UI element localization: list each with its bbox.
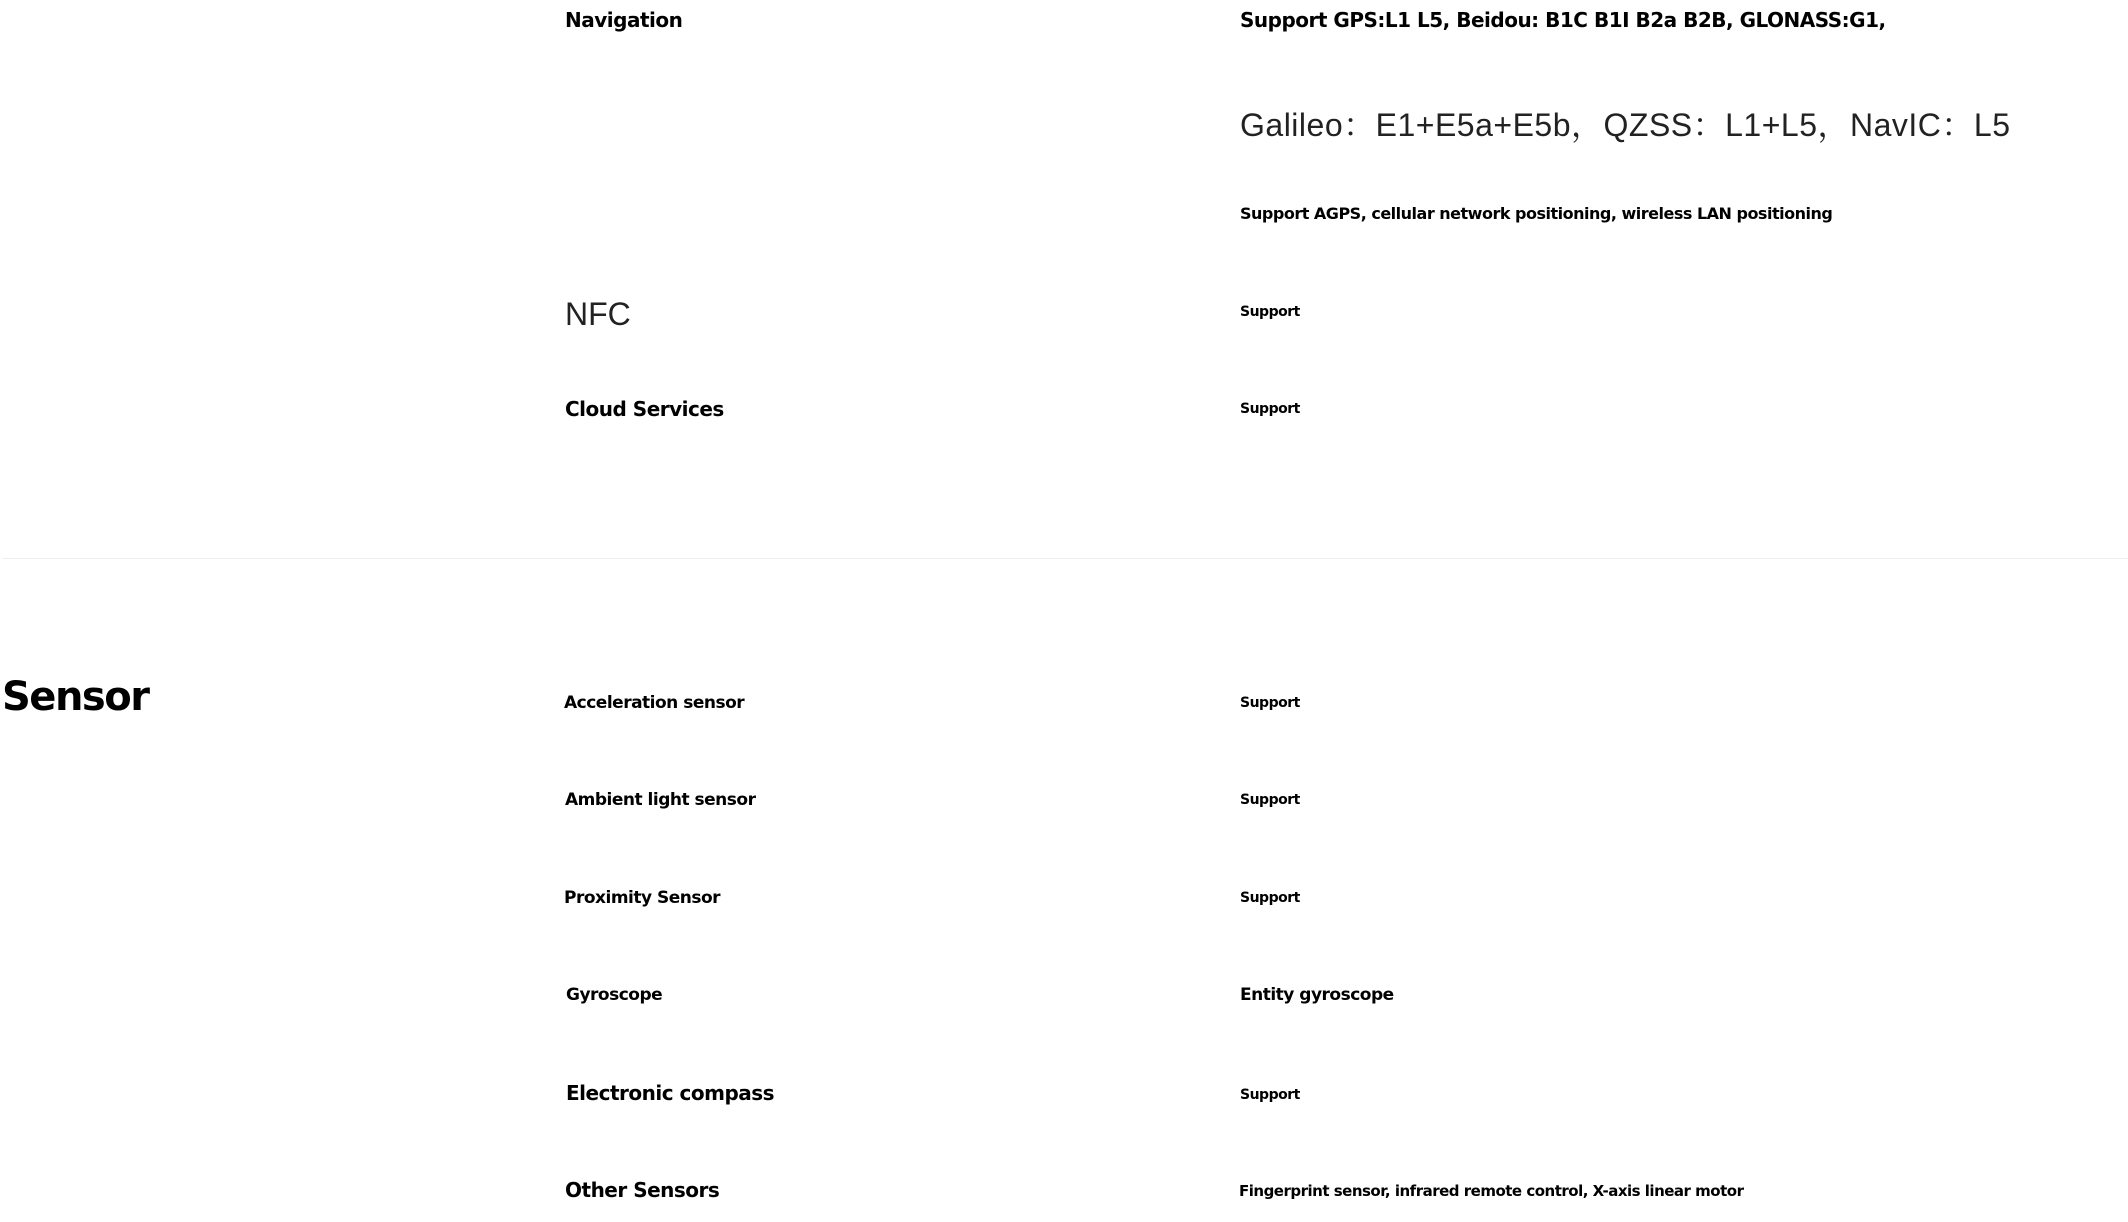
electronic-compass-label: Electronic compass — [566, 1081, 775, 1105]
navigation-label: Navigation — [565, 8, 683, 32]
gyroscope-label: Gyroscope — [566, 985, 663, 1005]
other-sensors-label: Other Sensors — [565, 1178, 720, 1202]
acceleration-sensor-label: Acceleration sensor — [564, 693, 745, 713]
navigation-value-line1: Support GPS:L1 L5, Beidou: B1C B1I B2a B2B, GLONASS:G1, — [1240, 8, 1886, 32]
nfc-label: NFC — [565, 296, 631, 332]
cloud-services-value: Support — [1240, 401, 1300, 417]
ambient-light-sensor-label: Ambient light sensor — [565, 790, 756, 810]
proximity-sensor-value: Support — [1240, 890, 1300, 906]
section-divider — [2, 558, 2128, 559]
acceleration-sensor-value: Support — [1240, 695, 1300, 711]
proximity-sensor-label: Proximity Sensor — [564, 888, 721, 908]
section-title-sensor: Sensor — [2, 674, 149, 720]
nfc-value: Support — [1240, 304, 1300, 320]
other-sensors-value: Fingerprint sensor, infrared remote control, X-axis linear motor — [1239, 1182, 1744, 1200]
electronic-compass-value: Support — [1240, 1087, 1300, 1103]
ambient-light-sensor-value: Support — [1240, 792, 1300, 808]
cloud-services-label: Cloud Services — [565, 397, 724, 421]
navigation-value-line3: Support AGPS, cellular network positioning, wireless LAN positioning — [1240, 204, 1833, 223]
navigation-value-line2: Galileo：E1+E5a+E5b，QZSS：L1+L5，NavIC：L5 — [1240, 107, 2011, 143]
gyroscope-value: Entity gyroscope — [1240, 985, 1394, 1005]
